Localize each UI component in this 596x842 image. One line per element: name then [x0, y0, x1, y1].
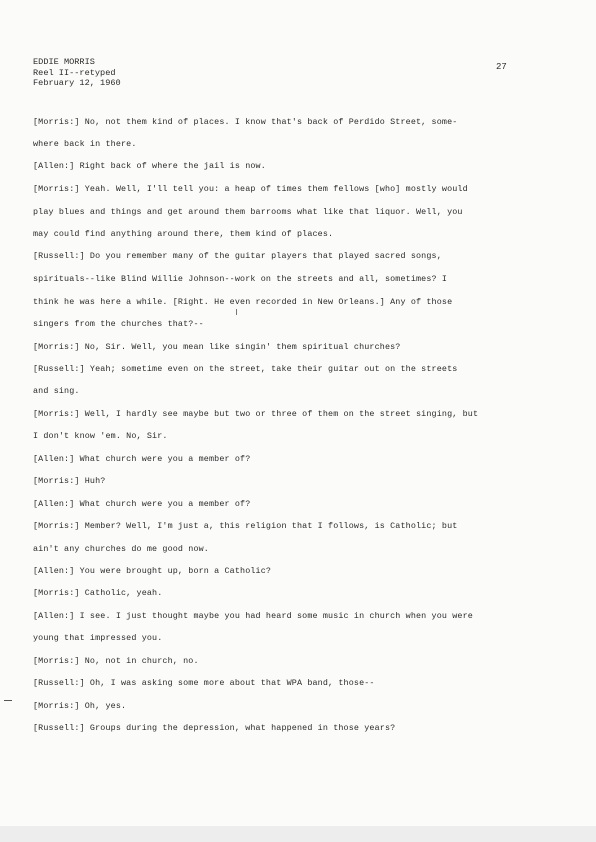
transcript-line: [Morris:] Member? Well, I'm just a, this religion that I follows, is Catholic; but	[33, 521, 458, 531]
transcript-line: may could find anything around there, them kind of places.	[33, 229, 334, 239]
transcript-line: [Morris:] Well, I hardly see maybe but two or three of them on the street singing, but	[33, 409, 479, 419]
transcript-line: where back in there.	[33, 139, 137, 149]
interview-date: February 12, 1960	[33, 78, 121, 88]
transcript-line: [Allen:] What church were you a member of?	[33, 499, 251, 509]
page-header	[33, 57, 121, 89]
transcript-line: singers from the churches that?--	[33, 319, 204, 329]
transcript-line: [Morris:] No, not in church, no.	[33, 656, 199, 666]
stray-mark	[236, 309, 237, 315]
transcript-line: [Morris:] No, not them kind of places. I know that's back of Perdido Street, some-	[33, 117, 458, 127]
transcript-line: [Russell:] Groups during the depression, what happened in those years?	[33, 723, 396, 733]
transcript-line: [Morris:] Yeah. Well, I'll tell you: a heap of times them fellows [who] mostly would	[33, 184, 468, 194]
transcript-line: [Morris:] Oh, yes.	[33, 701, 127, 711]
page-number: 27	[496, 62, 507, 72]
margin-mark	[4, 700, 12, 701]
transcript-line: [Allen:] You were brought up, born a Catholic?	[33, 566, 272, 576]
transcript-line: [Russell:] Oh, I was asking some more about that WPA band, those--	[33, 678, 375, 688]
transcript-line: play blues and things and get around them barrooms what like that liquor. Well, you	[33, 207, 463, 217]
transcript-line: [Morris:] Catholic, yeah.	[33, 588, 163, 598]
transcript-line: spirituals--like Blind Willie Johnson--work on the streets and all, sometimes? I	[33, 274, 448, 284]
transcript-line: and sing.	[33, 386, 80, 396]
interviewee-name: EDDIE MORRIS	[33, 57, 95, 67]
transcript-line: young that impressed you.	[33, 633, 163, 643]
transcript-line: think he was here a while. [Right. He even recorded in New Orleans.] Any of those	[33, 297, 453, 307]
transcript-line: I don't know 'em. No, Sir.	[33, 431, 168, 441]
transcript-line: [Russell:] Yeah; sometime even on the street, take their guitar out on the streets	[33, 364, 458, 374]
transcript-line: [Allen:] What church were you a member of?	[33, 454, 251, 464]
transcript-line: [Morris:] Huh?	[33, 476, 106, 486]
transcript-line: [Russell:] Do you remember many of the guitar players that played sacred songs,	[33, 251, 442, 261]
reel-label: Reel II--retyped	[33, 67, 116, 78]
transcript-line: ain't any churches do me good now.	[33, 544, 209, 554]
scan-bottom-edge	[0, 826, 596, 842]
transcript-line: [Allen:] Right back of where the jail is now.	[33, 161, 266, 171]
transcript-line: [Allen:] I see. I just thought maybe you had heard some music in church when you were	[33, 611, 473, 621]
transcript-line: [Morris:] No, Sir. Well, you mean like singin' them spiritual churches?	[33, 342, 401, 352]
